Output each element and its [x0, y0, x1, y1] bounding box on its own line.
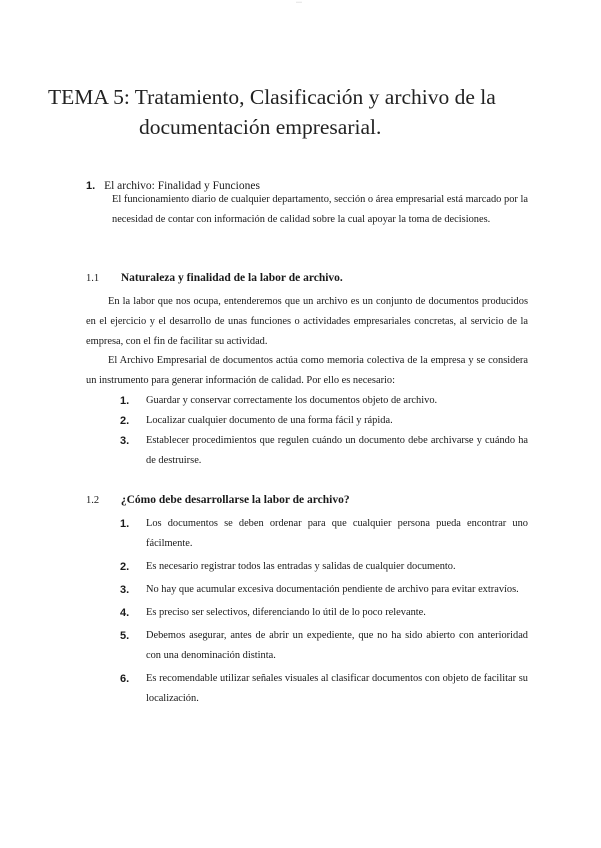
section-1-2-title: ¿Cómo debe desarrollarse la labor de archivo?	[120, 494, 350, 506]
title-line-1: TEMA 5: Tratamiento, Clasificación y archivo de la	[48, 85, 496, 109]
archive-practices-list	[120, 514, 528, 709]
list-item	[120, 514, 528, 554]
list-item-number: 1.	[120, 395, 130, 407]
list-item-text: Es preciso ser selectivos, diferenciando lo útil de lo poco relevante.	[146, 607, 426, 618]
title-line-2: documentación empresarial.	[139, 115, 382, 139]
list-item-text: Localizar cualquier documento de una forma fácil y rápida.	[146, 415, 393, 426]
archive-needs-list	[120, 391, 528, 471]
list-item	[120, 603, 528, 623]
section-1-2-heading	[86, 494, 350, 506]
section-1-paragraph: El funcionamiento diario de cualquier departamento, sección o área empresarial está marcado por la necesidad de contar con información de calidad sobre la cual apoyar la toma de decisiones.	[112, 194, 528, 225]
list-item-number: 6.	[120, 673, 130, 685]
section-1-1-heading	[86, 272, 343, 284]
list-item-number: 4.	[120, 607, 130, 619]
section-1-title: El archivo: Finalidad y Funciones	[104, 180, 260, 192]
list-item-number: 2.	[120, 415, 130, 427]
list-item-number: 3.	[120, 584, 130, 596]
section-1-2-number: 1.2	[86, 495, 100, 506]
section-1-1-number: 1.1	[86, 273, 100, 284]
list-item-text: Debemos asegurar, antes de abrir un expediente, que no ha sido abierto con anterioridad con una denominación distinta.	[146, 630, 528, 661]
list-item	[120, 580, 528, 600]
list-item	[120, 557, 528, 577]
list-item-text: Establecer procedimientos que regulen cuándo un documento debe archivarse y cuándo ha de destruirse.	[146, 435, 528, 466]
list-item	[120, 411, 528, 431]
section-1-1-paragraph-1: En la labor que nos ocupa, entenderemos que un archivo es un conjunto de documentos producidos en el ejercicio y el desarrollo de unas funciones o actividades empresariales concretas, al servicio de la empresa, con el fin de facilitar su actividad.	[86, 296, 528, 347]
list-item	[120, 431, 528, 471]
list-item	[120, 626, 528, 666]
section-1-1-title: Naturaleza y finalidad de la labor de archivo.	[120, 272, 343, 284]
list-item-text: Guardar y conservar correctamente los documentos objeto de archivo.	[146, 395, 438, 406]
list-item-text: Es necesario registrar todos las entradas y salidas de cualquier documento.	[146, 561, 456, 572]
page-mark: ···	[296, 0, 302, 6]
section-1-number: 1.	[86, 180, 96, 192]
list-item-text: Es recomendable utilizar señales visuales al clasificar documentos con objeto de facilitar su localización.	[146, 673, 528, 704]
list-item	[120, 669, 528, 709]
list-item-text: No hay que acumular excesiva documentación pendiente de archivo para evitar extravíos.	[146, 584, 519, 595]
section-1-1-paragraph-2: El Archivo Empresarial de documentos actúa como memoria colectiva de la empresa y se considera un instrumento para generar información de calidad. Por ello es necesario:	[86, 355, 528, 386]
list-item-text: Los documentos se deben ordenar para que cualquier persona pueda encontrar uno fácilmente.	[146, 518, 528, 549]
list-item-number: 5.	[120, 630, 130, 642]
list-item	[120, 391, 528, 411]
document-title	[48, 82, 568, 142]
list-item-number: 1.	[120, 518, 130, 530]
list-item-number: 2.	[120, 561, 130, 573]
list-item-number: 3.	[120, 435, 130, 447]
